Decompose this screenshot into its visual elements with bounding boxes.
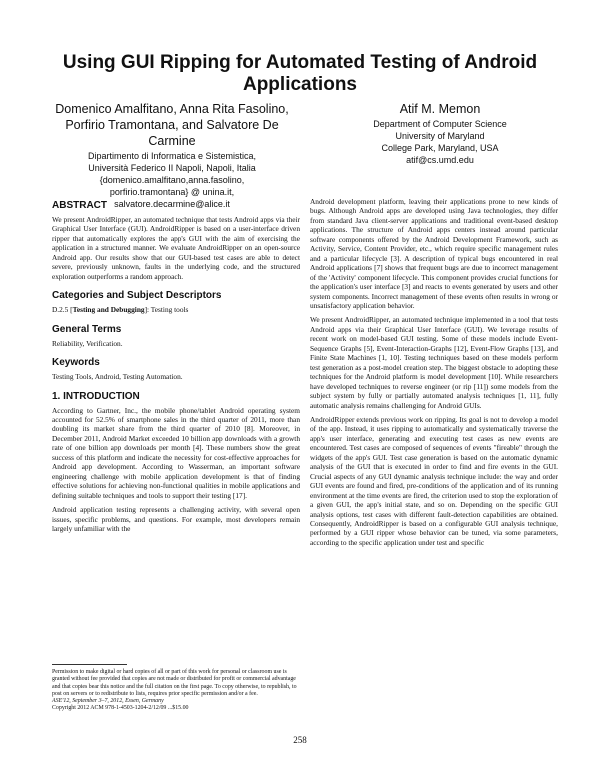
copyright-footnote [52, 669, 300, 713]
introduction-paragraph: According to Gartner, Inc., the mobile phone/tablet Android operating system accounted for 52.5% of smartphone sales in the third quarter of 2011, more than doubling its market share from the third quarter of 2010 [8]. Moreover, in December 2011, Android Market exceeded 10 billion app downloads with a growth rate of one billion app downloads per month [4]. These numbers show the great success of this platform and indicate the necessity for cost-effective approaches for Android app development. According to Wasserman, an important software engineering challenge with mobile application development is that of finding effective solutions for achieving non-functional qualities in mobile applications and defining suitable techniques and tools to support their testing [17]. [52, 405, 300, 500]
body-paragraph: We present AndroidRipper, an automated technique implemented in a tool that tests Android apps via their Graphical User Interface (GUI). We leverage results of recent work on model-based GUI testing. Some of these models include Event-Sequence Graphs [5], Event-Interaction-Graphs [12], Event-Flow Graphs [13], and Finite State Machines [1, 10]. Testing techniques based on these models perform test generation as a post-model creation step. The biggest obstacle to adopting these techniques for the Android platform is model development [10]. While researchers have developed techniques to reverse engineer (or rip [11]) some models from the subject system by fully or partially automated analysis techniques [1, 11], fully automatic analysis remains challenging for Android GUIs. [310, 315, 558, 410]
author-university: University of Maryland [395, 131, 485, 141]
permission-text: Permission to make digital or hard copies of all or part of this work for personal or classroom use is granted without fee provided that copies are not made or distributed for profit or commercial advantage and that copies bear this notice and the full citation on the first page. To copy otherwise, to republish, to post on servers or to redistribute to lists, requires prior specific permission and/or a fee. [52, 669, 297, 697]
body-paragraph: AndroidRipper extends previous work on ripping. Its goal is not to develop a model of the app. Instead, it uses ripping to automatically and systematically traverse the app's user interface, generating and executing test cases as new events are encountered. Test cases are composed of sequences of events "fireable" through the widgets of the app's GUI. Test case generation is based on the automatic dynamic analysis of the GUI that is executed in order to find and fire events in the GUI. Crucial aspects of any GUI dynamic analysis technique include: the way and order GUI events are found and fired, pre-conditions of the application and of its running environment at the time events are fired, the criterion used to stop the exploration of a given GUI, the app's initial state, and so on. Depending on the specific GUI analysis options, test cases with different fault-detection capabilities are obtained. Consequently, AndroidRipper is based on a configurable GUI analysis technique, performed by a GUI ripper whose behavior can be tuned, via some parameters, according to the specific application under test and specific [310, 414, 558, 547]
categories-text [52, 305, 300, 314]
keywords-text: Testing Tools, Android, Testing Automation. [52, 372, 183, 382]
left-column [52, 200, 300, 538]
abstract-text: We present AndroidRipper, an automated technique that tests Android apps via their Graphical User Interface (GUI). AndroidRipper is based on a user-interface driven ripper that automatically explores the app's GUI with the aim of exercising the application in a structured manner. We evaluate AndroidRipper on an open-source Android app. Our results show that our GUI-based test cases are able to detect severe, previously unknown, faults in the underlying code, and the structured exploration outperforms a random approach. [52, 215, 300, 281]
author-names: Domenico Amalfitano, Anna Rita Fasolino, Porfirio Tramontana, and Salvatore De Carmine [55, 102, 289, 148]
category-name: Testing and Debugging [72, 305, 145, 315]
venue-line: ASE'12, September 3–7, 2012, Essen, Germany [52, 698, 164, 705]
author-university: Università Federico II Napoli, Napoli, Italia [88, 163, 256, 173]
author-email: atif@cs.umd.edu [406, 155, 474, 165]
categories-heading: Categories and Subject Descriptors [52, 290, 222, 302]
right-column [310, 197, 558, 552]
introduction-paragraph: Android application testing represents a challenging activity, with several open issues, specific problems, and questions. For example, most developers remain largely unfamiliar with the [52, 505, 300, 533]
copyright-line: Copyright 2012 ACM 978-1-4503-1204-2/12/09 ...$15.00 [52, 705, 189, 712]
keywords-heading: Keywords [52, 357, 100, 369]
general-terms-text: Reliability, Verification. [52, 338, 123, 348]
author-name: Atif M. Memon [399, 102, 481, 116]
general-terms-heading: General Terms [52, 323, 122, 335]
author-department: Department of Computer Science [373, 119, 507, 129]
category-code: D.2.5 [ [52, 305, 73, 315]
paper-title: Using GUI Ripping for Automated Testing of Android Applications [62, 52, 538, 95]
author-email-line: porfirio.tramontana} @ unina.it, [109, 187, 235, 197]
author-email-line: salvatore.decarmine@alice.it [114, 199, 230, 209]
author-block-left [52, 101, 292, 210]
introduction-heading: 1. INTRODUCTION [52, 390, 140, 402]
author-email-line: {domenico.amalfitano,anna.fasolino, [99, 175, 245, 185]
category-rest: ]: Testing tools [144, 305, 189, 315]
author-city: College Park, Maryland, USA [381, 143, 499, 153]
body-paragraph: Android development platform, leaving their applications prone to new kinds of bugs. Although Android apps are developed using Java technologies, they differ from standard Java client-server applications and traditional event-based desktop applications. The structure of Android apps centers instead around particular software components offered by the Android Development Framework, such as Activity, Service, Content Provider, etc., which require specific management rules and a particular lifecycle [3]. A description of typical bugs encountered in real Android applications [7] shows that frequent bugs are due to incorrect management of the 'Activity' component lifecycle. This component provides crucial functions for the application's user interface [3] and reacts to events generated by users and other system components. Incorrect management of these events often results in wrong or unsatisfactory application behavior. [310, 197, 558, 310]
page-number: 258 [293, 735, 307, 745]
author-affiliation [310, 118, 570, 166]
abstract-heading: ABSTRACT [52, 200, 107, 211]
author-block-right [310, 101, 570, 166]
footnote-divider [52, 664, 127, 665]
author-department: Dipartimento di Informatica e Sistemistica, [87, 151, 257, 161]
